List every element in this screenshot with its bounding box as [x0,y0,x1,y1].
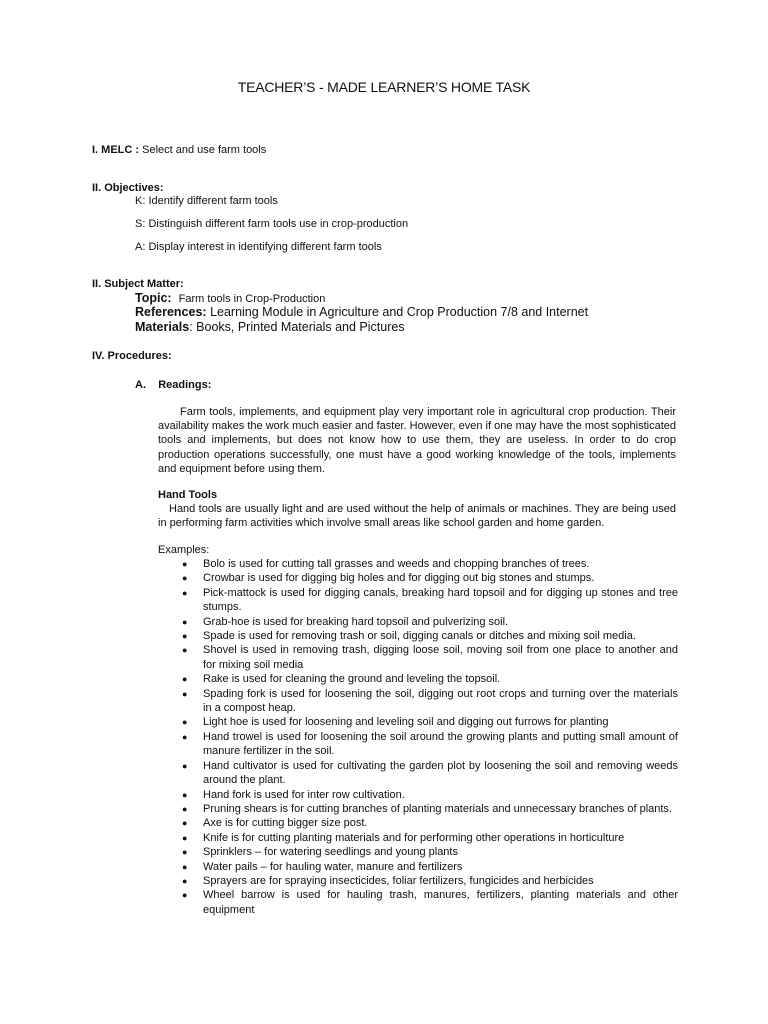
list-item [158,557,678,571]
references-text: Learning Module in Agriculture and Crop Production 7/8 and Internet [210,305,589,319]
bullet-icon: ● [182,789,188,800]
bullet-icon: ● [182,818,188,829]
list-item-text: Sprayers are for spraying insecticides, foliar fertilizers, fungicides and herbicides [203,874,594,887]
bullet-icon: ● [182,645,188,656]
materials-text: : Books, Printed Materials and Pictures [189,320,405,334]
bullet-icon: ● [182,674,188,685]
list-item-text: Spade is used for removing trash or soil, digging canals or ditches and mixing soil media. [203,630,636,643]
melc-text: Select and use farm tools [142,144,267,156]
topic-label: Topic: [135,291,172,305]
bullet-icon: ● [182,559,188,569]
objective-knowledge: K: Identify different farm tools [135,195,278,207]
list-item [158,759,678,788]
procedures-label: IV. Procedures: [92,350,172,362]
list-item [158,831,678,845]
melc-label: I. MELC : [92,144,140,156]
list-item-text: Hand trowel is used for loosening the soil around the growing plants and putting small amount of manure fertilizer in the soil. [203,730,678,758]
list-item-text: Grab-hoe is used for breaking hard topsoil and pulverizing soil. [203,615,509,628]
melc-line [92,143,266,157]
bullet-icon: ● [182,631,188,642]
bullet-icon: ● [182,616,188,627]
list-item-text: Hand fork is used for inter row cultivation. [203,788,405,801]
bullet-icon: ● [182,573,188,584]
examples-list [158,557,678,917]
list-item [158,643,678,672]
bullet-icon: ● [182,760,188,771]
list-item-text: Crowbar is used for digging big holes and for digging out big stones and stumps. [203,572,595,585]
bullet-icon: ● [182,832,188,843]
references-label: References: [135,305,207,319]
bullet-icon: ● [182,717,188,728]
bullet-icon: ● [182,587,188,598]
materials-line [135,320,405,334]
hand-tools-paragraph: Hand tools are usually light and are used without the help of animals or machines. They are being used in performing farm activities which involve small areas like school garden and home garden. [158,503,676,530]
objectives-label: II. Objectives: [92,182,164,194]
list-item [158,571,678,585]
list-item-text: Shovel is used in removing trash, digging loose soil, moving soil from one place to another and for mixing soil media [203,644,678,671]
bullet-icon: ● [182,847,188,858]
bullet-icon: ● [182,731,188,742]
list-item [158,888,678,917]
topic-text: Farm tools in Crop-Production [178,293,326,305]
topic-line [135,291,325,306]
list-item [158,715,678,729]
list-item-text: Water pails – for hauling water, manure and fertilizers [203,860,463,873]
bullet-icon: ● [182,688,188,699]
list-item-text: Hand cultivator is used for cultivating the garden plot by loosening the soil and removing weeds around the plant. [203,759,678,787]
list-item [158,860,678,874]
list-item-text: Rake is used for cleaning the ground and leveling the topsoil. [203,673,501,686]
list-item-text: Light hoe is used for loosening and leveling soil and digging out furrows for planting [203,716,609,729]
list-item [158,672,678,686]
bullet-icon: ● [182,861,188,872]
list-item [158,687,678,716]
readings-label: A. Readings: [135,379,212,391]
list-item-text: Sprinklers – for watering seedlings and young plants [203,846,458,859]
list-item [158,788,678,802]
list-item-text: Bolo is used for cutting tall grasses and weeds and chopping branches of trees. [203,558,590,570]
objective-skill: S: Distinguish different farm tools use in crop-production [135,218,409,230]
bullet-icon: ● [182,890,188,901]
list-item [158,802,678,816]
list-item [158,730,678,759]
list-item-text: Wheel barrow is used for hauling trash, manures, fertilizers, planting materials and other equipment [203,889,678,916]
objective-attitude: A: Display interest in identifying different farm tools [135,241,382,253]
list-item [158,615,678,629]
list-item [158,629,678,643]
list-item-text: Pruning shears is for cutting branches of planting materials and unnecessary branches of plants. [203,802,672,815]
list-item-text: Pick-mattock is used for digging canals, breaking hard topsoil and for digging up stones and tree stumps. [203,586,678,614]
list-item [158,845,678,859]
list-item-text: Spading fork is used for loosening the soil, digging out root crops and turning over the materials in a compost heap. [203,687,678,715]
page-title: TEACHER’S - MADE LEARNER’S HOME TASK [237,79,531,95]
list-item-text: Knife is for cutting planting materials and for performing other operations in horticulture [203,831,625,844]
readings-paragraph: Farm tools, implements, and equipment play very important role in agricultural crop production. Their availability makes the work much easier and faster. However, even if one may have the most sophisticated tools and implements, but does not know how to use them, they are useless. In order to do crop production operations successfully, one must have a good working knowledge of the tools, implements and equipment before using them. [158,406,676,475]
hand-tools-heading: Hand Tools [158,489,218,501]
bullet-icon: ● [182,803,188,814]
list-item-text: Axe is for cutting bigger size post. [203,817,368,830]
list-item [158,586,678,615]
examples-label: Examples: [158,544,210,556]
bullet-icon: ● [182,875,188,886]
subject-matter-label: II. Subject Matter: [92,278,184,290]
references-line [135,305,588,319]
list-item [158,816,678,830]
materials-label: Materials [135,320,190,334]
list-item [158,874,678,888]
